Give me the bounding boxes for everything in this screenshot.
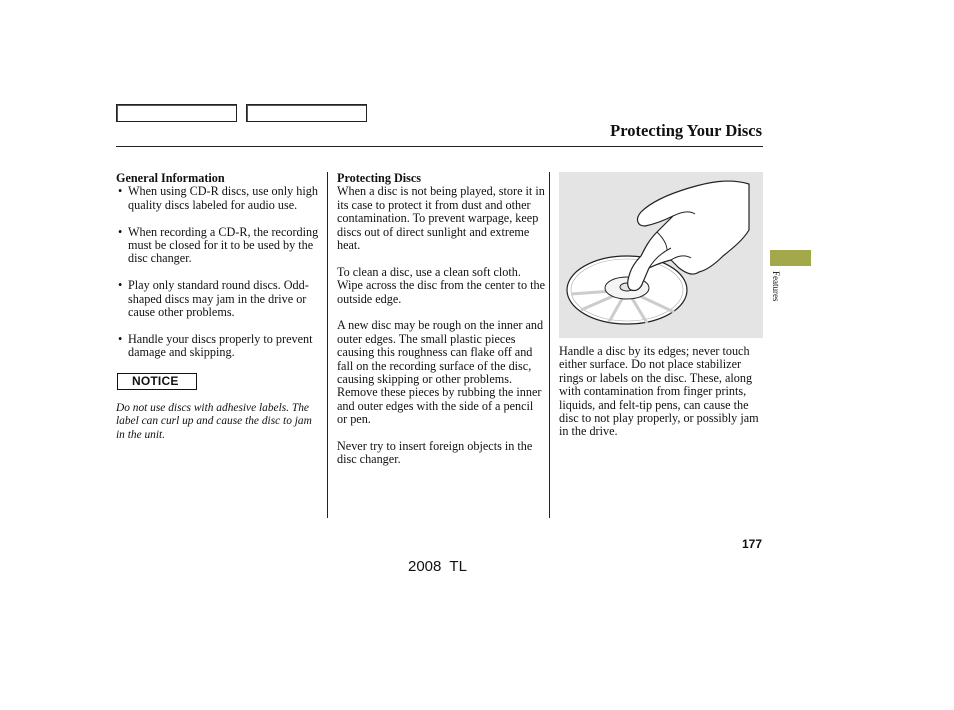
- list-item: • Play only standard round discs. Odd-shaped discs may jam in the drive or cause other problems.: [118, 278, 309, 320]
- section-label: Features: [771, 271, 781, 302]
- list-item: • When recording a CD-R, the recording must be closed for it to be used by the disc changer.: [118, 224, 319, 266]
- general-information-column: [116, 172, 322, 442]
- protecting-discs-column: [337, 172, 545, 480]
- bullet-icon: •: [118, 278, 123, 293]
- list-item: • Handle your discs properly to prevent damage and skipping.: [118, 331, 313, 360]
- notice-text: Do not use discs with adhesive labels. The label can curl up and cause the disc to jam in the unit.: [116, 402, 312, 441]
- paragraph: A new disc may be rough on the inner and outer edges. The small plastic pieces causing this roughness can flake off and fall on the recording surface of the disc, causing skipping or other problems. Remove these pieces by rubbing the inner and outer edges with the side of a pencil or pen.: [337, 318, 544, 427]
- notice-label: NOTICE: [132, 374, 179, 389]
- disc-handling-illustration: [559, 172, 763, 338]
- general-information-list: [116, 185, 322, 359]
- bullet-icon: •: [118, 184, 123, 199]
- hand-holding-disc-icon: [559, 172, 763, 338]
- protecting-discs-heading: Protecting Discs: [337, 171, 422, 185]
- bullet-icon: •: [118, 331, 123, 346]
- previous-page-button[interactable]: [116, 104, 237, 122]
- list-item: • When using CD-R discs, use only high quality discs labeled for audio use.: [118, 184, 318, 212]
- paragraph: To clean a disc, use a clean soft cloth. Wipe across the disc from the center to the outside edge.: [337, 264, 545, 306]
- column-divider: [327, 172, 328, 518]
- next-page-button[interactable]: [246, 104, 367, 122]
- page-title: Protecting Your Discs: [610, 121, 762, 140]
- general-information-heading: General Information: [116, 171, 225, 185]
- bullet-icon: •: [118, 224, 123, 239]
- footer-model: 2008 TL: [408, 558, 467, 575]
- page-number: 177: [741, 537, 762, 551]
- header-divider: [116, 146, 763, 147]
- handling-caption: Handle a disc by its edges; never touch either surface. Do not place stabilizer rings or labels on the disc. These, along with contamination from finger prints, liquids, and felt-tip pens, can cause the disc to not play properly, or possibly jam in the drive.: [559, 344, 759, 439]
- notice-badge: [117, 373, 197, 390]
- paragraph: Never try to insert foreign objects in the disc changer.: [337, 439, 533, 467]
- section-tab: [770, 250, 811, 266]
- column-divider: [549, 172, 550, 518]
- paragraph: When a disc is not being played, store it in its case to protect it from dust and other contamination. To prevent warpage, keep discs out of direct sunlight and extreme heat.: [337, 184, 545, 253]
